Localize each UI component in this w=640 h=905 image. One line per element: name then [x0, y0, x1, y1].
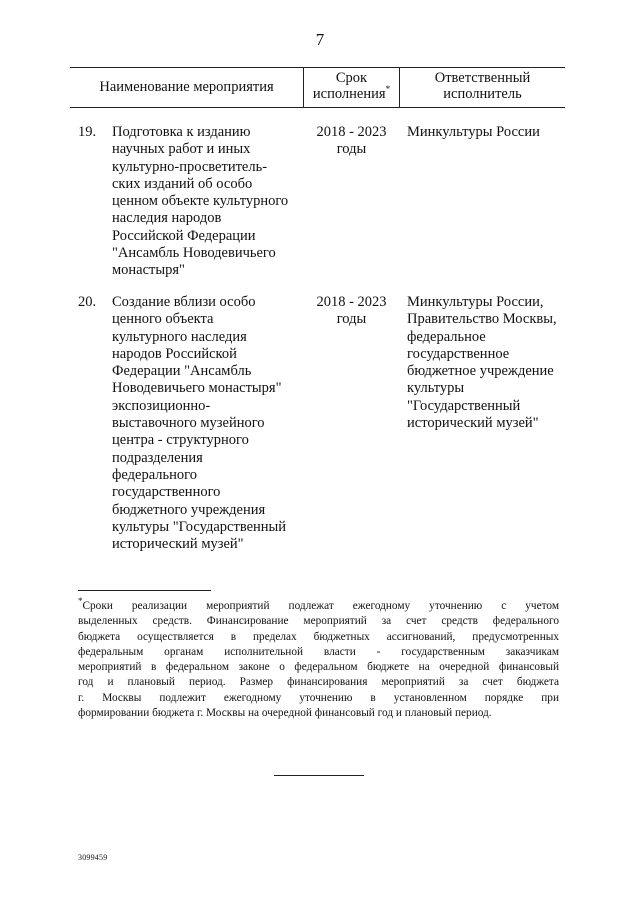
page-number: 7 — [315, 30, 325, 49]
row-20-responsible-line: исторический музей" — [407, 415, 539, 432]
row-19-number: 19. — [78, 124, 97, 140]
table-top-rule — [70, 67, 565, 68]
footnote-line — [78, 596, 559, 614]
row-19-deadline-unit: годы — [336, 141, 367, 158]
header-name — [70, 79, 303, 95]
footnote-separator — [78, 590, 211, 591]
header-responsible-line-2: исполнитель — [443, 86, 522, 102]
row-20-name-line: народов Российской — [112, 345, 237, 362]
footnote-line: г. Москвы подлежит ежегодному уточнению в установленном порядке при — [78, 691, 559, 704]
row-19-responsible — [407, 124, 565, 141]
row-19-responsible-line: Минкультуры России — [407, 124, 540, 140]
row-19-name — [112, 124, 302, 280]
row-20-deadline-unit: годы — [336, 311, 367, 328]
header-deadline-line-2 — [304, 86, 399, 102]
document-id: 3099459 — [78, 853, 108, 862]
row-19-name-line: наследия народов — [112, 210, 222, 227]
row-19-name-line: ценном объекте культурного — [112, 193, 289, 210]
row-19-name-line: Подготовка к изданию — [112, 124, 251, 140]
footnote — [78, 596, 559, 721]
row-20-responsible-line: культуры — [407, 380, 465, 397]
footnote-line-text: Сроки реализации мероприятий подлежат ежегодному уточнению с учетом — [82, 600, 559, 612]
header-responsible-line-1: Ответственный — [434, 70, 531, 86]
row-20-name-line: бюджетного учреждения — [112, 501, 266, 518]
footnote-line: федеральным органам исполнительной власти - государственным заказчикам — [78, 645, 559, 658]
footnote-line: бюджета осуществляется в пределах бюджетных ассигнований, предусмотренных — [78, 630, 559, 643]
row-19-deadline — [304, 124, 399, 159]
row-20-responsible-line: федеральное — [407, 328, 486, 345]
row-20-responsible-line: бюджетное учреждение — [407, 363, 554, 380]
row-20-name-line: государственного — [112, 484, 221, 501]
table-header-bottom-rule — [70, 107, 565, 108]
header-deadline-line-1: Срок — [335, 70, 368, 86]
footnote-mark: * — [78, 596, 83, 607]
row-20-name-line: центра - структурного — [112, 432, 249, 449]
row-20-name-line: выставочного музейного — [112, 415, 265, 432]
row-20-name-line: подразделения — [112, 449, 203, 466]
row-20-name-line: культурного наследия — [112, 328, 247, 345]
header-name-label: Наименование мероприятия — [99, 79, 274, 95]
closing-rule — [274, 775, 364, 776]
row-20-responsible-line: "Государственный — [407, 397, 521, 414]
header-deadline-line-2-text: исполнения — [312, 86, 386, 102]
header-deadline — [304, 70, 399, 102]
row-20-name-line: культуры "Государственный — [112, 518, 287, 535]
row-20-name-line: федерального — [112, 466, 197, 483]
row-19-name-line: ских изданий об особо — [112, 175, 253, 192]
row-19-name-line: Российской Федерации — [112, 227, 256, 244]
row-19-name-line: научных работ и иных — [112, 141, 251, 158]
row-20-responsible-line: государственное — [407, 345, 510, 362]
row-19-name-line: "Ансамбль Новодевичьего — [112, 245, 276, 262]
row-20-name-line: экспозиционно- — [112, 397, 211, 414]
footnote-line: год и плановый период. Размер финансирования мероприятий за счет бюджета — [78, 676, 559, 689]
footnote-line: мероприятий в федеральном законе о федеральном бюджете на очередной финансовый — [78, 661, 559, 674]
row-20-name — [112, 294, 302, 553]
row-20-responsible — [407, 294, 565, 432]
row-20-responsible-line: Правительство Москвы, — [407, 311, 557, 328]
row-20-name-line: ценного объекта — [112, 311, 214, 328]
row-19-name-line: культурно-просветитель- — [112, 158, 268, 175]
header-responsible — [400, 70, 565, 102]
footnote-reference-mark: * — [385, 84, 391, 95]
footnote-line: выделенных средств. Финансирование мероприятий за счет средств федерального — [78, 615, 559, 628]
row-20-deadline — [304, 294, 399, 329]
row-20-name-line: Создание вблизи особо — [112, 294, 256, 310]
row-20-number: 20. — [78, 294, 97, 310]
row-19-name-line: монастыря" — [112, 262, 185, 279]
row-20-name-line: Новодевичьего монастыря" — [112, 380, 282, 397]
row-20-deadline-years: 2018 - 2023 — [316, 294, 387, 310]
row-20-name-line: исторический музей" — [112, 536, 244, 553]
row-20-responsible-line: Минкультуры России, — [407, 294, 544, 310]
row-20-name-line: Федерации "Ансамбль — [112, 363, 252, 380]
footnote-line: формировании бюджета г. Москвы на очередной финансовый год и плановый период. — [78, 707, 492, 720]
row-19-deadline-years: 2018 - 2023 — [316, 124, 387, 140]
